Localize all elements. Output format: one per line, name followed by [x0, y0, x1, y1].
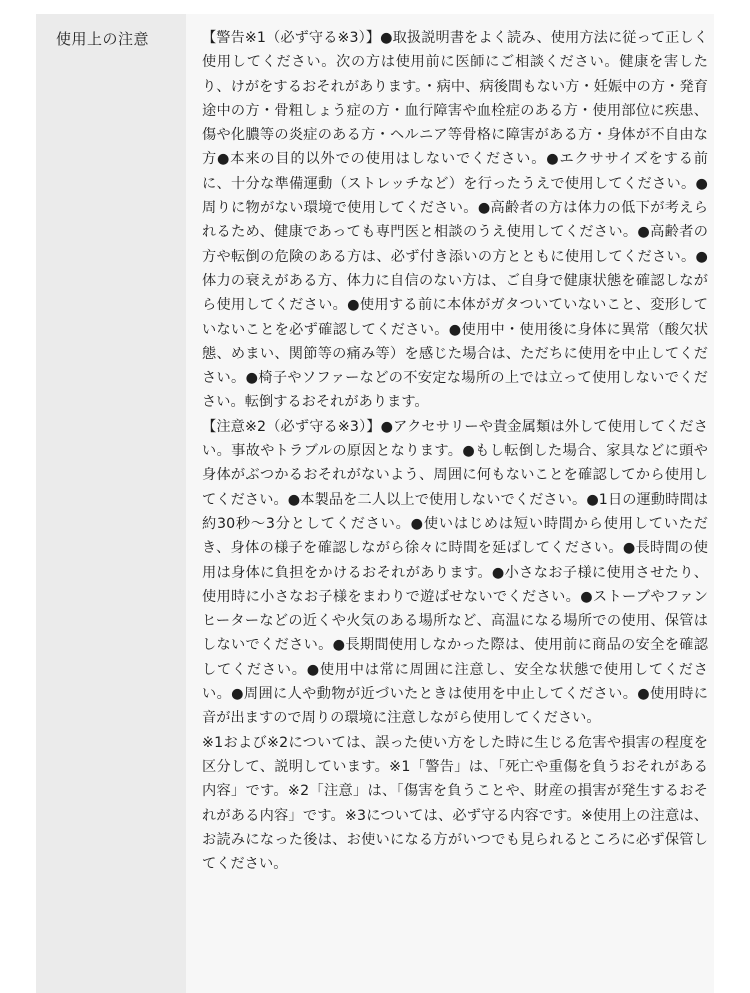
row-label-cell	[36, 14, 186, 993]
caution-paragraph: 【注意※2（必ず守る※3）】●アクセサリーや貴金属類は外して使用してください。事故やトラブルの原因となります。●もし転倒した場合、家具などに頭や身体がぶつかるおそれがないよう、周囲に何もないことを確認してから使用してください。●本製品を二人以上で使用しないでください。●1日の運動時間は約30秒～3分としてください。●使いはじめは短い時間から使用していただき、身体の様子を確認しながら徐々に時間を延ばしてください。●長時間の使用は身体に負担をかけるおそれがあります。●小さなお子様に使用させたり、使用時に小さなお子様をまわりで遊ばせないでください。●ストーブやファンヒーターなどの近くや火気のある場所など、高温になる場所での使用、保管はしないでください。●長期間使用しなかった際は、使用前に商品の安全を確認してください。●使用中は常に周囲に注意し、安全な状態で使用してください。●周囲に人や動物が近づいたときは使用を中止してください。●使用時に音が出ますので周りの環境に注意しながら使用してください。	[202, 418, 708, 727]
row-content-cell	[186, 14, 714, 993]
row-label: 使用上の注意	[56, 30, 150, 48]
spec-table-row	[36, 14, 714, 993]
notes-paragraph: ※1および※2については、誤った使い方をした時に生じる危害や損害の程度を区分して、説明しています。※1「警告」は、「死亡や重傷を負うおそれがある内容」です。※2「注意」は、「傷害を負うことや、財産の損害が発生するおそれがある内容」です。※3については、必ず守る内容です。※使用上の注意は、お読みになった後は、お使いになる方がいつでも見られるところに必ず保管してください。	[202, 734, 708, 873]
warning-paragraph: 【警告※1（必ず守る※3）】●取扱説明書をよく読み、使用方法に従って正しく使用してください。次の方は使用前に医師にご相談ください。健康を害したり、けがをするおそれがあります。・病中、病後間もない方・妊娠中の方・発育途中の方・骨粗しょう症の方・血行障害や血栓症のある方・使用部位に疾患、傷や化膿等の炎症のある方・ヘルニア等骨格に障害がある方・身体が不自由な方●本来の目的以外での使用はしないでください。●エクササイズをする前に、十分な準備運動（ストレッチなど）を行ったうえで使用してください。●周りに物がない環境で使用してください。●高齢者の方は体力の低下が考えられるため、健康であっても専門医と相談のうえ使用してください。●高齢者の方や転倒の危険のある方は、必ず付き添いの方とともに使用してください。●体力の衰えがある方、体力に自信のない方は、ご自身で健康状態を確認しながら使用してください。●使用する前に本体がガタついていないこと、変形していないことを必ず確認してください。●使用中・使用後に身体に異常（酸欠状態、めまい、関節等の痛み等）を感じた場合は、ただちに使用を中止してください。●椅子やソファーなどの不安定な場所の上では立って使用しないでください。転倒するおそれがあります。	[202, 30, 708, 411]
